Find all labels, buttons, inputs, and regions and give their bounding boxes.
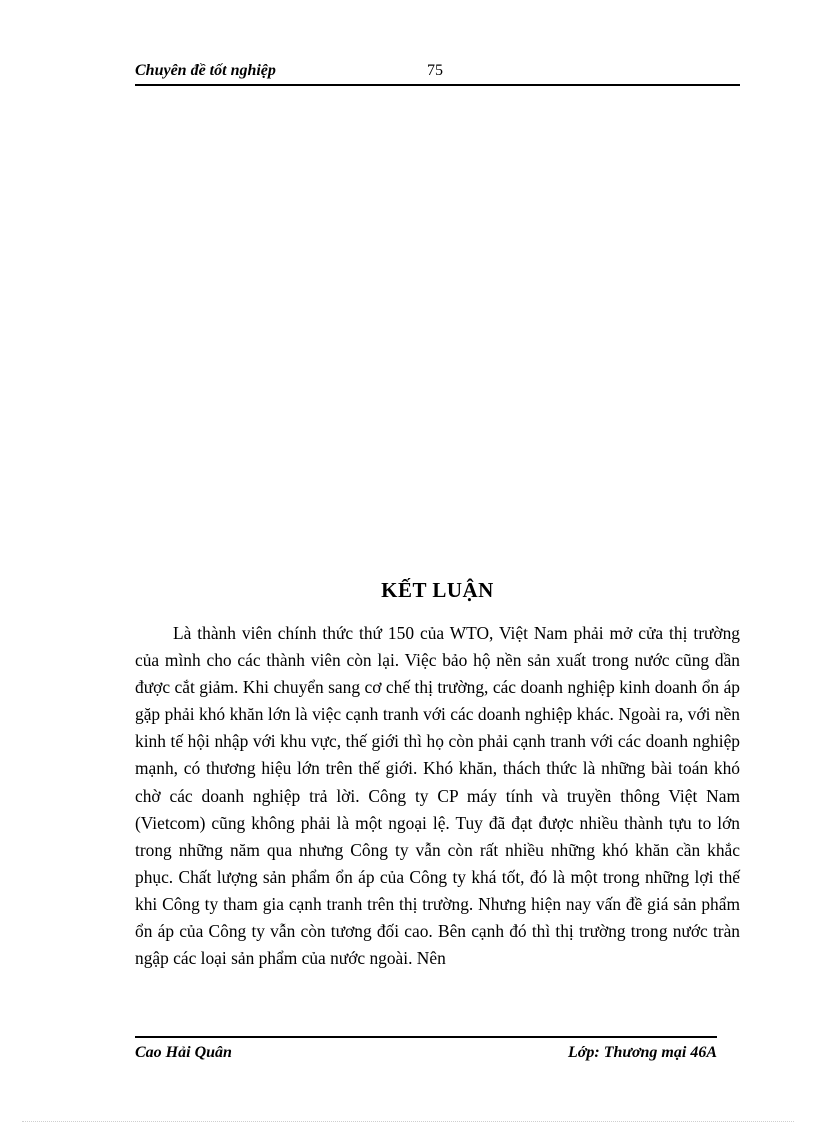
page-footer [135, 1036, 717, 1068]
footer-author: Cao Hải Quân [135, 1044, 232, 1061]
footer-class: Lớp: Thương mại 46A [568, 1044, 717, 1061]
header-title: Chuyên đề tốt nghiệp [135, 62, 276, 79]
page-bottom-edge [22, 1121, 794, 1122]
body-paragraph: Là thành viên chính thức thứ 150 của WTO, Việt Nam phải mở cửa thị trường của mình cho các thành viên còn lại. Việc bảo hộ nền sản xuất trong nước cũng dần được cắt giảm. Khi chuyển sang cơ chế thị trường, các doanh nghiệp kinh doanh ổn áp gặp phải khó khăn lớn là việc cạnh tranh với các doanh nghiệp khác. Ngoài ra, với nền kinh tế hội nhập với khu vực, thế giới thì họ còn phải cạnh tranh với các doanh nghiệp mạnh, có thương hiệu lớn trên thế giới. Khó khăn, thách thức là những bài toán khó chờ các doanh nghiệp trả lời. Công ty CP máy tính và truyền thông Việt Nam (Vietcom) cũng không phải là một ngoại lệ. Tuy đã đạt được nhiều thành tựu to lớn trong những năm qua nhưng Công ty vẫn còn rất nhiều những khó khăn cần khắc phục. Chất lượng sản phẩm ổn áp của Công ty khá tốt, đó là một trong những lợi thế khi Công ty tham gia cạnh tranh trên thị trường. Nhưng hiện nay vấn đề giá sản phẩm ổn áp của Công ty vẫn còn tương đối cao. Bên cạnh đó thì thị trường trong nước tràn ngập các loại sản phẩm của nước ngoài. Nên [135, 623, 740, 969]
page-number: 75 [427, 62, 443, 79]
section-heading: KẾT LUẬN [381, 578, 494, 602]
page-header [135, 60, 740, 86]
